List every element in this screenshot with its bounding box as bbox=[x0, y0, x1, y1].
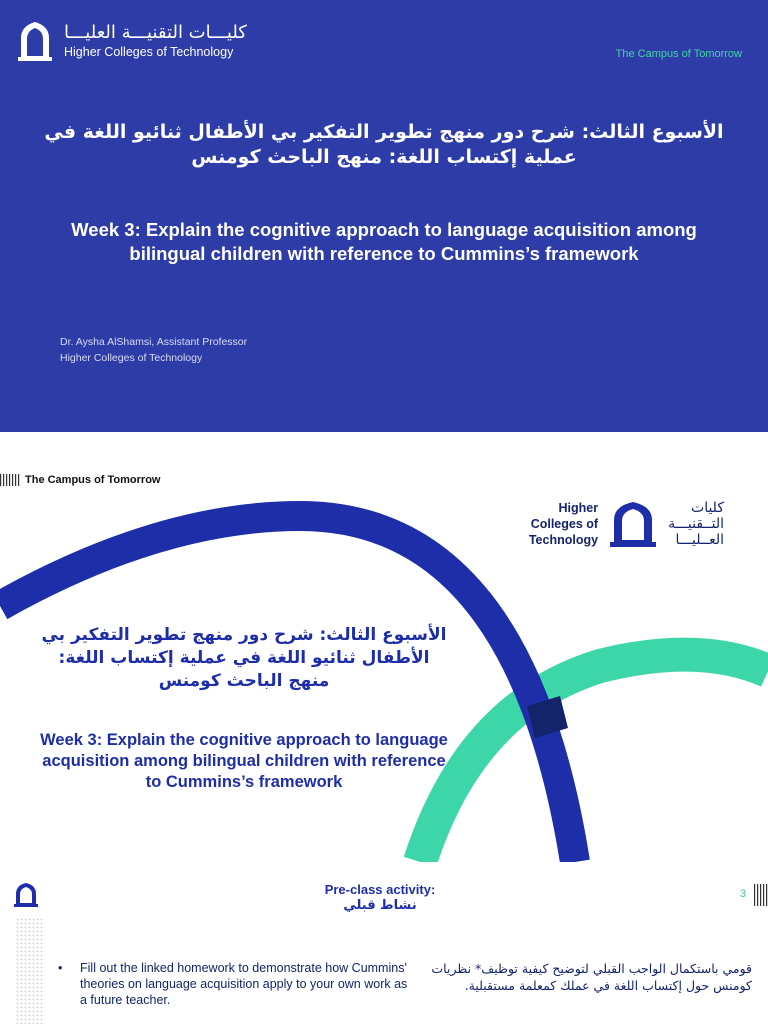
heading-english: Pre-class activity: bbox=[324, 882, 436, 897]
hct-arch-icon bbox=[14, 882, 38, 908]
dot-pattern bbox=[16, 918, 44, 1024]
page-number: 3 bbox=[739, 888, 746, 900]
grid-pattern-icon bbox=[754, 884, 768, 906]
logo-name-arabic bbox=[668, 500, 724, 548]
logo-en-line: Higher bbox=[558, 501, 599, 515]
activity-slide bbox=[0, 866, 768, 1024]
author-institution: Higher Colleges of Technology bbox=[60, 352, 203, 364]
heading-arabic: نشاط قبلي bbox=[343, 898, 417, 913]
title-slide-1 bbox=[0, 0, 768, 432]
hct-arch-icon bbox=[610, 500, 656, 548]
author-name: Dr. Aysha AlShamsi, Assistant Professor bbox=[60, 336, 248, 348]
author-block bbox=[60, 334, 247, 366]
logo-ar-line: التــقنيـــة bbox=[668, 516, 724, 532]
activity-heading bbox=[220, 882, 540, 914]
logo-name-arabic: كليـــات التقنيـــة العليـــا bbox=[64, 22, 247, 43]
hct-arch-icon bbox=[16, 20, 54, 62]
logo-en-line: Colleges of bbox=[530, 517, 599, 531]
logo-name-english: Higher Colleges of Technology bbox=[64, 45, 234, 59]
title-english: Week 3: Explain the cognitive approach to language acquisition among bilingual children with reference to Cummins’s framework bbox=[71, 219, 697, 264]
tagline: The Campus of Tomorrow bbox=[615, 48, 742, 60]
campus-tag bbox=[0, 474, 160, 486]
title-arabic: الأسبوع الثالث: شرح دور منهج تطوير التفكير بي الأطفال ثنائيو اللغة في عملية إكتساب اللغة: منهج الباحث كومنس bbox=[41, 625, 447, 691]
logo-name-english bbox=[529, 500, 598, 548]
title-arabic: الأسبوع الثالث: شرح دور منهج تطوير التفكير بي الأطفال ثنائيو اللغة في عملية إكتساب اللغة: منهج الباحث كومنس bbox=[44, 121, 724, 168]
title-slide-2 bbox=[0, 456, 768, 862]
hct-logo bbox=[16, 20, 247, 62]
bullet-list bbox=[58, 960, 408, 1008]
logo-ar-line: كليات bbox=[691, 500, 724, 516]
logo-ar-line: العــليـــا bbox=[675, 532, 724, 548]
grid-pattern-icon bbox=[0, 474, 20, 486]
tagline: The Campus of Tomorrow bbox=[25, 474, 161, 486]
list-item: • Fill out the linked homework to demonstrate how Cummins' theories on language acquisition apply to your own work as a future teacher. bbox=[58, 960, 408, 1008]
instruction-arabic: قومي باستكمال الواجب القبلي لتوضيح كيفية توظيف* نظريات كومنس حول إكتساب اللغة في عملك كمعلمة مستقبلية. bbox=[431, 961, 752, 993]
title-english: Week 3: Explain the cognitive approach to language acquisition among bilingual children with reference to Cummins’s framework bbox=[40, 731, 448, 791]
green-arc bbox=[420, 655, 768, 862]
hct-logo bbox=[529, 500, 724, 548]
logo-en-line: Technology bbox=[528, 533, 599, 547]
